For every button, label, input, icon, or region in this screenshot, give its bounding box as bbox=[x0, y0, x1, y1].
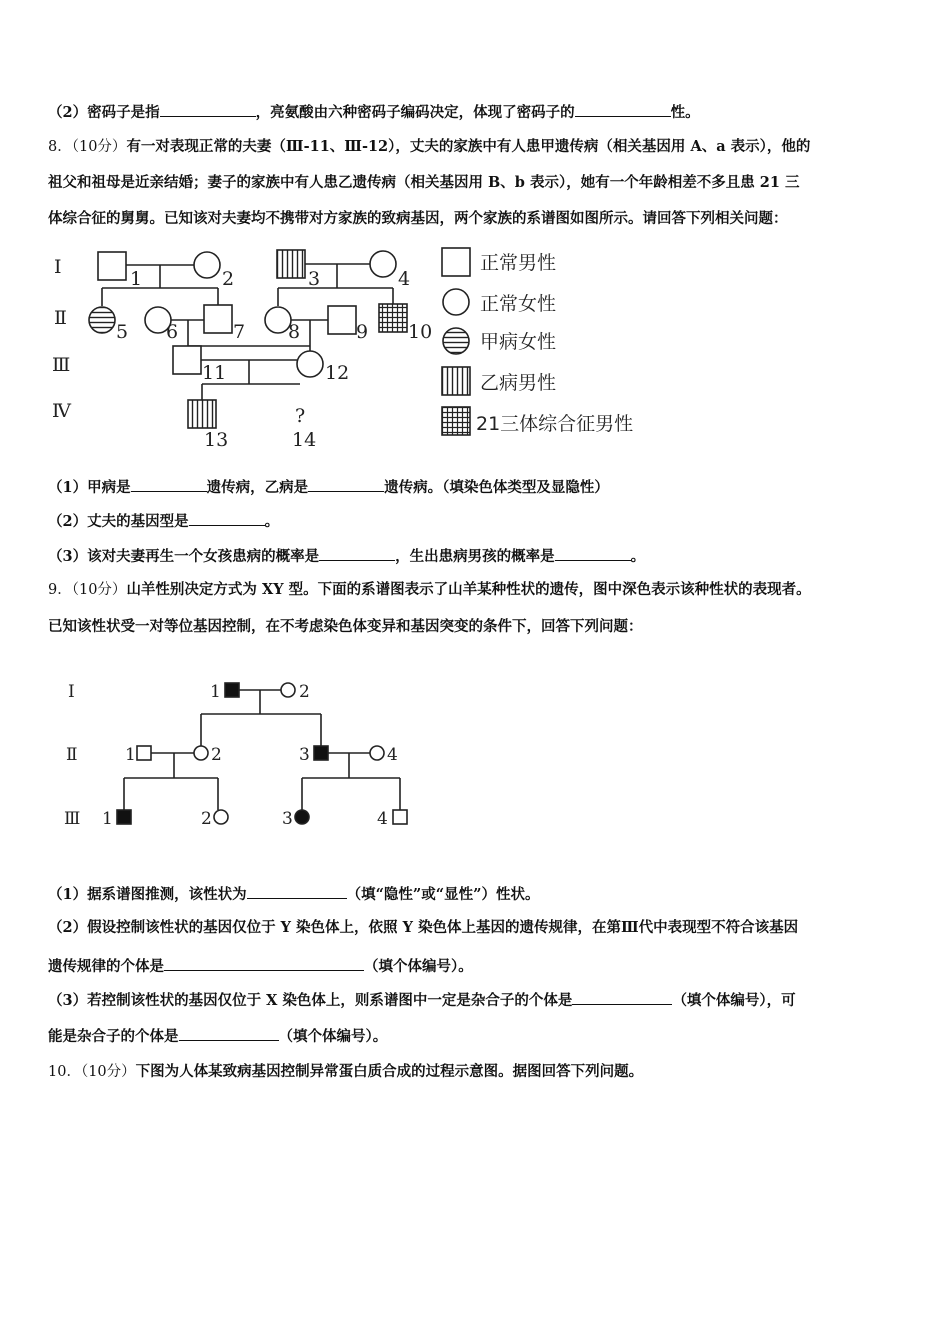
id-label: 7 bbox=[233, 321, 246, 343]
q9-sub3-line2: 能是杂合子的个体是 （填个体编号）。 bbox=[48, 1028, 388, 1045]
ped2-male-II1 bbox=[137, 746, 151, 760]
id-label: 3 bbox=[282, 809, 293, 829]
id-label: 4 bbox=[377, 809, 388, 829]
answer-blank[interactable] bbox=[319, 546, 395, 561]
legend-label: 甲病女性 bbox=[480, 331, 557, 353]
id-label: 4 bbox=[387, 745, 398, 765]
gen-label: Ⅱ bbox=[54, 307, 67, 329]
q9-stem-line2: 已知该性状受一对等位基因控制，在不考虑染色体变异和基因突变的条件下，回答下列问题： bbox=[48, 618, 643, 635]
id-label: 2 bbox=[222, 268, 235, 290]
id-label: 2 bbox=[211, 745, 222, 765]
id-label: 1 bbox=[102, 809, 113, 829]
answer-blank[interactable] bbox=[308, 477, 384, 492]
ped2-male-III4 bbox=[393, 810, 407, 824]
legend-label: 21三体综合征男性 bbox=[476, 413, 634, 435]
id-label: 2 bbox=[299, 682, 310, 702]
q8-sub3: （3）该对夫妻再生一个女孩患病的概率是 ，生出患病男孩的概率是 。 bbox=[48, 548, 646, 565]
answer-blank[interactable] bbox=[572, 990, 672, 1005]
ped2-female-II2 bbox=[194, 746, 208, 760]
ped2-female-II4 bbox=[370, 746, 384, 760]
gen-label: Ⅰ bbox=[54, 256, 62, 278]
id-label: 4 bbox=[398, 268, 411, 290]
ped2-male-III1-affected bbox=[117, 810, 131, 824]
id-label: 8 bbox=[288, 321, 301, 343]
ped1-male-7 bbox=[204, 305, 232, 333]
legend-disease-a-female-icon bbox=[443, 328, 469, 354]
pedigree-figure-1 bbox=[40, 240, 680, 455]
gen-label: Ⅱ bbox=[66, 745, 78, 765]
pedigree-figure-2 bbox=[55, 670, 435, 840]
id-label: 1 bbox=[210, 682, 221, 702]
id-label: 1 bbox=[130, 268, 143, 290]
q9-sub3-line1: （3）若控制该性状的基因仅位于 X 染色体上，则系谱图中一定是杂合子的个体是 （填个体编号），可 bbox=[48, 992, 796, 1009]
legend-normal-female-icon bbox=[443, 289, 469, 315]
ped2-male-I1-affected bbox=[225, 683, 239, 697]
ped1-female-5-affected-a bbox=[89, 307, 115, 333]
q8-stem-line3: 体综合征的舅舅。已知该对夫妻均不携带对方家族的致病基因，两个家族的系谱图如图所示。请回答下列相关问题： bbox=[48, 210, 788, 227]
ped1-female-4 bbox=[370, 251, 396, 277]
q9-sub2-line2: 遗传规律的个体是 （填个体编号）。 bbox=[48, 958, 473, 975]
q8-stem-line1: 8．（10分）有一对表现正常的夫妻（Ⅲ-11、Ⅲ-12），丈夫的家族中有人患甲遗传病（相关基因用 A、a 表示），他的 bbox=[48, 138, 811, 155]
ped1-female-2 bbox=[194, 252, 220, 278]
gen-label: Ⅲ bbox=[64, 809, 81, 829]
gen-label: Ⅳ bbox=[52, 400, 71, 422]
answer-blank[interactable] bbox=[160, 102, 256, 117]
legend-trisomy21-male-icon bbox=[442, 407, 470, 435]
ped1-female-12 bbox=[297, 351, 323, 377]
q8-stem-line2: 祖父和祖母是近亲结婚；妻子的家族中有人患乙遗传病（相关基因用 B、b 表示），她有一个年龄相差不多且患 21 三 bbox=[48, 174, 800, 191]
id-label: 3 bbox=[299, 745, 310, 765]
legend-label: 乙病男性 bbox=[480, 372, 557, 394]
q9-sub2-line1: （2）假设控制该性状的基因仅位于 Y 染色体上，依照 Y 染色体上基因的遗传规律，在第Ⅲ代中表现型不符合该基因 bbox=[48, 919, 799, 936]
id-label: 10 bbox=[408, 321, 433, 343]
answer-blank[interactable] bbox=[555, 546, 631, 561]
ped2-female-III2 bbox=[214, 810, 228, 824]
legend-normal-male-icon bbox=[442, 248, 470, 276]
id-label: 11 bbox=[202, 362, 227, 384]
answer-blank[interactable] bbox=[575, 102, 671, 117]
ped1-male-9 bbox=[328, 306, 356, 334]
ped1-male-3-affected-b bbox=[277, 250, 305, 278]
id-label: 6 bbox=[166, 321, 179, 343]
q8-sub1: （1）甲病是 遗传病，乙病是 遗传病。（填染色体类型及显隐性） bbox=[48, 479, 609, 496]
ped1-male-10-trisomy21 bbox=[379, 304, 407, 332]
id-label: 2 bbox=[201, 809, 212, 829]
id-label: 12 bbox=[325, 362, 350, 384]
q7-sub2: （2）密码子是指 ，亮氨酸由六种密码子编码决定，体现了密码子的 性。 bbox=[48, 104, 700, 121]
ped2-female-III3-affected bbox=[295, 810, 309, 824]
answer-blank[interactable] bbox=[247, 884, 347, 899]
id-label: 9 bbox=[356, 321, 369, 343]
id-label: ? bbox=[295, 405, 306, 427]
answer-blank[interactable] bbox=[131, 477, 207, 492]
gen-label: Ⅲ bbox=[52, 354, 71, 376]
id-label: 14 bbox=[292, 429, 317, 451]
legend-label: 正常男性 bbox=[480, 252, 557, 274]
id-label: 3 bbox=[308, 268, 321, 290]
id-label: 5 bbox=[116, 321, 129, 343]
ped1-male-13-affected-b bbox=[188, 400, 216, 428]
q10-stem: 10．（10分）下图为人体某致病基因控制异常蛋白质合成的过程示意图。据图回答下列问题。 bbox=[48, 1063, 644, 1080]
q9-stem-line1: 9．（10分）山羊性别决定方式为 XY 型。下面的系谱图表示了山羊某种性状的遗传，图中深色表示该种性状的表现者。 bbox=[48, 581, 811, 598]
id-label: 13 bbox=[204, 429, 229, 451]
answer-blank[interactable] bbox=[164, 956, 364, 971]
ped2-female-I2 bbox=[281, 683, 295, 697]
legend-disease-b-male-icon bbox=[442, 367, 470, 395]
q9-sub1: （1）据系谱图推测，该性状为 （填“隐性”或“显性”）性状。 bbox=[48, 886, 540, 903]
answer-blank[interactable] bbox=[179, 1026, 279, 1041]
ped1-male-1 bbox=[98, 252, 126, 280]
q8-sub2: （2）丈夫的基因型是 。 bbox=[48, 513, 280, 530]
ped2-male-II3-affected bbox=[314, 746, 328, 760]
legend-label: 正常女性 bbox=[480, 293, 557, 315]
ped1-male-11 bbox=[173, 346, 201, 374]
gen-label: Ⅰ bbox=[68, 682, 75, 702]
answer-blank[interactable] bbox=[189, 511, 265, 526]
id-label: 1 bbox=[125, 745, 136, 765]
